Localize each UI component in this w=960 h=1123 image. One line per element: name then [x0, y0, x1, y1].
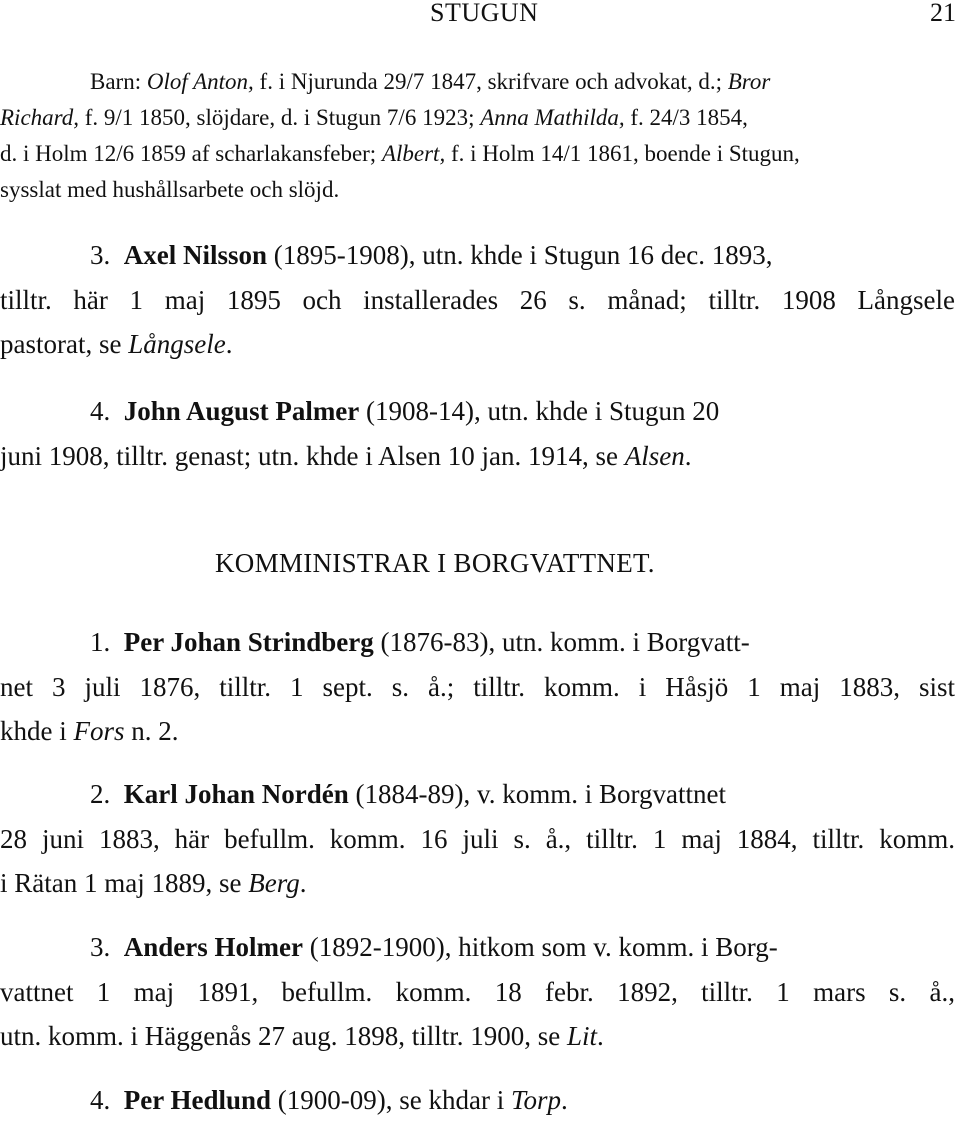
entry-number: 3. [90, 240, 111, 270]
entry-text: (1908-14), utn. khde i Stugun 20 [366, 396, 720, 426]
entry-text: khde i [0, 716, 67, 746]
komm-entry-4: 4. Per Hedlund (1900-09), se khdar i Torp. [90, 1085, 568, 1115]
entry-number: 4. [90, 1085, 111, 1115]
komm-entry-1: 1. Per Johan Strindberg (1876-83), utn. komm. i Borgvatt- net 3 juli 1876, tilltr. 1 sept. s. å.; tilltr. komm. i Håsjö 1 maj 1883, sist khde i Fors n. 2. [0, 627, 955, 746]
entry-name: Axel Nilsson [123, 240, 268, 270]
children-paragraph [0, 64, 960, 208]
entry-name: Anders Holmer [123, 932, 303, 962]
children-line-1 [0, 64, 950, 100]
entry-name: John August Palmer [123, 396, 360, 426]
child-details: f. i Holm 14/1 1861, boende i Stugun, [450, 141, 800, 166]
child-name: Richard, [0, 105, 79, 130]
entry-reference: Berg [248, 868, 300, 898]
children-line-4: sysslat med hushållsarbete och slöjd. [0, 177, 340, 202]
running-title: STUGUN [430, 0, 539, 27]
page-header [0, 0, 960, 28]
entry-name: Per Hedlund [123, 1085, 272, 1115]
entry-text: (1895-1908), utn. khde i Stugun 16 dec. 1893, [273, 240, 773, 270]
entry-text: (1876-83), utn. komm. i Borgvatt- [380, 627, 750, 657]
entry-text: (1892-1900), hitkom som v. komm. i Borg- [309, 932, 778, 962]
entry-text: (1884-89), v. komm. i Borgvattnet [355, 779, 726, 809]
child-details: f. i Njurunda 29/7 1847, skrifvare och advokat, d.; [259, 69, 722, 94]
children-label: Barn: [90, 69, 142, 94]
entry-reference: Fors [73, 716, 125, 746]
entry-text: i Rätan 1 maj 1889, se [0, 868, 242, 898]
entry-text: tilltr. här 1 maj 1895 och installerades 26 s. månad; tilltr. 1908 Långsele [0, 284, 955, 315]
entry-name: Per Johan Strindberg [123, 627, 374, 657]
khde-entry-3: 3. Axel Nilsson (1895-1908), utn. khde i Stugun 16 dec. 1893, tilltr. här 1 maj 1895 och installerades 26 s. månad; tilltr. 1908 Långsele pastorat, se Långsele. [0, 240, 955, 359]
komm-entry-2: 2. Karl Johan Nordén (1884-89), v. komm. i Borgvattnet 28 juni 1883, här befullm. komm. 16 juli s. å., tilltr. 1 maj 1884, tilltr. komm. i Rätan 1 maj 1889, se Berg. [0, 779, 955, 898]
entry-number: 3. [90, 932, 111, 962]
entry-reference: Lit [566, 1021, 597, 1051]
entry-reference: Alsen [624, 440, 685, 471]
khde-entry-4: 4. John August Palmer (1908-14), utn. khde i Stugun 20 juni 1908, tilltr. genast; utn. khde i Alsen 10 jan. 1914, se Alsen. [0, 396, 720, 471]
komm-entry-3: 3. Anders Holmer (1892-1900), hitkom som v. komm. i Borg- vattnet 1 maj 1891, befullm. komm. 18 febr. 1892, tilltr. 1 mars s. å., utn. komm. i Häggenås 27 aug. 1898, tilltr. 1900, se Lit. [0, 932, 955, 1051]
page-number: 21 [930, 0, 956, 27]
child-name: Bror [727, 69, 771, 94]
child-details: d. i Holm 12/6 1859 af scharlakansfeber; [0, 141, 377, 166]
children-line-2 [0, 100, 950, 136]
section-heading: KOMMINISTRAR I BORGVATTNET. [215, 548, 655, 578]
entry-text: utn. komm. i Häggenås 27 aug. 1898, tilltr. 1900, se [0, 1021, 561, 1051]
entry-text: 28 juni 1883, här befullm. komm. 16 juli s. å., tilltr. 1 maj 1884, tilltr. komm. [0, 823, 955, 854]
child-name: Albert, [381, 141, 446, 166]
children-line-3 [0, 136, 950, 172]
entry-number: 1. [90, 627, 111, 657]
entry-reference: Torp [510, 1085, 562, 1115]
entry-text: juni 1908, tilltr. genast; utn. khde i Alsen 10 jan. 1914, se [0, 440, 618, 471]
child-details: f. 9/1 1850, slöjdare, d. i Stugun 7/6 1923; [84, 105, 475, 130]
child-name: Olof Anton, [146, 69, 254, 94]
entry-number: 4. [90, 396, 111, 426]
entry-reference: Långsele [128, 329, 226, 359]
entry-number: 2. [90, 779, 111, 809]
entry-text: vattnet 1 maj 1891, befullm. komm. 18 febr. 1892, tilltr. 1 mars s. å., [0, 976, 955, 1007]
entry-name: Karl Johan Nordén [123, 779, 349, 809]
child-details: f. 24/3 1854, [630, 105, 748, 130]
entry-text: pastorat, se [0, 329, 122, 359]
entry-text: net 3 juli 1876, tilltr. 1 sept. s. å.; tilltr. komm. i Håsjö 1 maj 1883, sist [0, 671, 955, 702]
child-name: Anna Mathilda, [480, 105, 625, 130]
entry-text: (1900-09), se khdar i [277, 1085, 505, 1115]
